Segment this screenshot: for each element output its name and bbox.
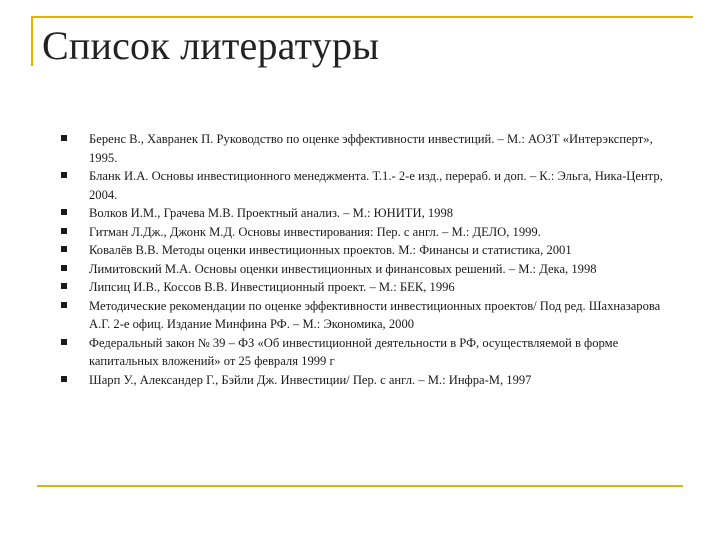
slide-title: Список литературы — [42, 23, 380, 68]
reference-text: Шарп У., Александер Г., Бэйли Дж. Инвестиции/ Пер. с англ. – М.: Инфра-М, 1997 — [89, 372, 532, 387]
reference-item — [61, 223, 681, 242]
square-bullet-icon — [61, 209, 67, 215]
reference-text: Ковалёв В.В. Методы оценки инвестиционных проектов. М.: Финансы и статистика, 2001 — [89, 243, 572, 257]
reference-text: Волков И.М., Грачева М.В. Проектный анализ. – М.: ЮНИТИ, 1998 — [89, 206, 454, 220]
reference-text: Бланк И.А. Основы инвестиционного менеджмента. Т.1.- 2-е изд., перераб. и доп. – К.: Эльга, Ника-Центр, 2004. — [89, 169, 663, 202]
reference-item — [61, 371, 681, 390]
square-bullet-icon — [61, 283, 67, 289]
square-bullet-icon — [61, 302, 67, 308]
square-bullet-icon — [61, 339, 67, 345]
reference-item — [61, 334, 681, 371]
square-bullet-icon — [61, 265, 67, 271]
reference-text: Гитман Л.Дж., Джонк М.Д. Основы инвестирования: Пер. с англ. – М.: ДЕЛО, 1999. — [89, 224, 541, 239]
reference-text: Федеральный закон № 39 – ФЗ «Об инвестиционной деятельности в РФ, осуществляемой в форме капитальных вложений» от 25 февраля 1999 г — [89, 335, 619, 368]
square-bullet-icon — [61, 135, 67, 141]
reference-text: Методические рекомендации по оценке эффективности инвестиционных проектов/ Под ред. Шахназарова А.Г. 2-е офиц. Издание Минфина РФ. – М.: Экономика, 2000 — [89, 298, 661, 331]
reference-item — [61, 167, 681, 204]
reference-item — [61, 260, 681, 279]
reference-item — [61, 204, 681, 223]
reference-item — [61, 241, 681, 260]
left-accent-line — [31, 16, 33, 66]
reference-item — [61, 130, 681, 167]
top-accent-line — [31, 16, 693, 18]
reference-item — [61, 297, 681, 334]
square-bullet-icon — [61, 376, 67, 382]
reference-text: Липсиц И.В., Коссов В.В. Инвестиционный проект. – М.: БЕК, 1996 — [89, 280, 455, 294]
square-bullet-icon — [61, 228, 67, 234]
reference-list — [61, 130, 681, 389]
reference-item — [61, 278, 681, 297]
reference-text: Лимитовский М.А. Основы оценки инвестиционных и финансовых решений. – М.: Дека, 1998 — [89, 261, 597, 276]
square-bullet-icon — [61, 246, 67, 252]
square-bullet-icon — [61, 172, 67, 178]
bottom-accent-line — [37, 485, 683, 487]
reference-text: Беренс В., Хавранек П. Руководство по оценке эффективности инвестиций. – М.: АОЗТ «Интерэксперт», 1995. — [89, 132, 653, 165]
